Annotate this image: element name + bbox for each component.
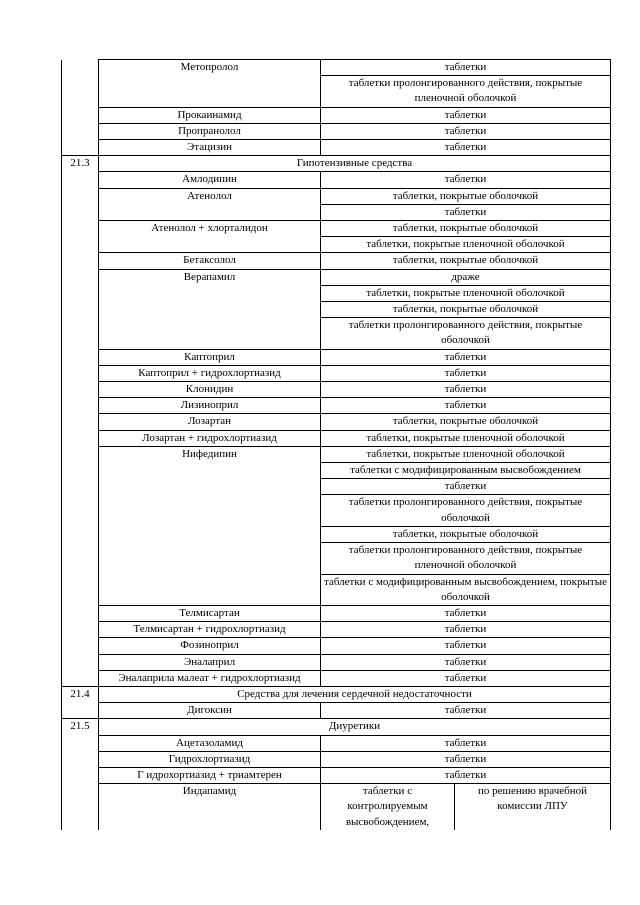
number-cell: [62, 365, 99, 381]
dosage-form: таблетки пролонгированного действия, покрытые пленочной оболочкой: [321, 76, 611, 107]
drug-name: Лозартан: [99, 414, 321, 430]
drug-name: Г идрохортиазид + триамтерен: [99, 767, 321, 783]
drug-name: Этацизин: [99, 140, 321, 156]
number-cell: [62, 446, 99, 605]
drug-name: Бетаксолол: [99, 253, 321, 269]
drug-name: Телмисартан: [99, 605, 321, 621]
number-cell: [62, 107, 99, 123]
table-row: [62, 60, 611, 76]
number-cell: [62, 622, 99, 638]
dosage-form: таблетки с контролируемым высвобождением,: [321, 784, 455, 830]
dosage-form: таблетки: [321, 767, 611, 783]
dosage-form: таблетки: [321, 735, 611, 751]
drug-name: Гидрохлортиазид: [99, 751, 321, 767]
dosage-form: таблетки, покрытые пленочной оболочкой: [321, 430, 611, 446]
condition-note: по решению врачебной комиссии ЛПУ: [455, 784, 611, 830]
dosage-form: таблетки, покрытые оболочкой: [321, 188, 611, 204]
number-cell: [62, 767, 99, 783]
dosage-form: таблетки, покрытые оболочкой: [321, 253, 611, 269]
table-row: [62, 654, 611, 670]
dosage-form: таблетки: [321, 60, 611, 76]
drug-name: Индапамид: [99, 784, 321, 830]
number-cell: [62, 784, 99, 830]
table-row: [62, 172, 611, 188]
dosage-form: таблетки с модифицированным высвобождением: [321, 463, 611, 479]
dosage-form: таблетки: [321, 605, 611, 621]
dosage-form: таблетки: [321, 349, 611, 365]
number-cell: [62, 398, 99, 414]
section-row: [62, 719, 611, 735]
table-row: [62, 446, 611, 462]
number-cell: [62, 605, 99, 621]
dosage-form: таблетки: [321, 398, 611, 414]
drug-name: Амлодипин: [99, 172, 321, 188]
dosage-form: таблетки, покрытые оболочкой: [321, 526, 611, 542]
dosage-form: таблетки, покрытые пленочной оболочкой: [321, 237, 611, 253]
table-row: [62, 221, 611, 237]
section-number: 21.4: [62, 686, 99, 702]
table-row: [62, 638, 611, 654]
number-cell: [62, 735, 99, 751]
section-number: 21.3: [62, 156, 99, 172]
dosage-form: таблетки, покрытые пленочной оболочкой: [321, 285, 611, 301]
number-cell: [62, 60, 99, 108]
drug-name: Телмисартан + гидрохлортиазид: [99, 622, 321, 638]
number-cell: [62, 172, 99, 188]
number-cell: [62, 349, 99, 365]
number-cell: [62, 751, 99, 767]
section-title: Гипотензивные средства: [99, 156, 611, 172]
dosage-form: таблетки с модифицированным высвобождением, покрытые оболочкой: [321, 574, 611, 605]
table-row: [62, 398, 611, 414]
table-row: [62, 269, 611, 285]
drug-name: Атенолол: [99, 188, 321, 220]
drug-name: Верапамил: [99, 269, 321, 349]
dosage-form: таблетки: [321, 638, 611, 654]
table-row: [62, 349, 611, 365]
dosage-form: таблетки: [321, 382, 611, 398]
table-row: [62, 365, 611, 381]
medication-table: [61, 59, 611, 830]
drug-name: Пропранолол: [99, 123, 321, 139]
dosage-form: таблетки: [321, 107, 611, 123]
dosage-form: таблетки пролонгированного действия, покрытые пленочной оболочкой: [321, 543, 611, 574]
drug-name: Дигоксин: [99, 703, 321, 719]
number-cell: [62, 654, 99, 670]
section-title: Средства для лечения сердечной недостаточности: [99, 686, 611, 702]
table-row: [62, 414, 611, 430]
number-cell: [62, 253, 99, 269]
table-row: [62, 670, 611, 686]
dosage-form: таблетки, покрытые оболочкой: [321, 221, 611, 237]
table-row: [62, 784, 611, 830]
number-cell: [62, 638, 99, 654]
number-cell: [62, 382, 99, 398]
table-row: [62, 622, 611, 638]
table-row: [62, 123, 611, 139]
section-row: [62, 156, 611, 172]
dosage-form: таблетки: [321, 622, 611, 638]
number-cell: [62, 703, 99, 719]
drug-name: Нифедипин: [99, 446, 321, 605]
dosage-form: драже: [321, 269, 611, 285]
table-row: [62, 107, 611, 123]
table-row: [62, 188, 611, 204]
section-row: [62, 686, 611, 702]
drug-name: Атенолол + хлорталидон: [99, 221, 321, 253]
dosage-form: таблетки пролонгированного действия, покрытые оболочкой: [321, 495, 611, 526]
table-row: [62, 735, 611, 751]
dosage-form: таблетки: [321, 204, 611, 220]
number-cell: [62, 140, 99, 156]
table-row: [62, 605, 611, 621]
drug-name: Ацетазоламид: [99, 735, 321, 751]
dosage-form: таблетки: [321, 365, 611, 381]
table-row: [62, 767, 611, 783]
table-row: [62, 253, 611, 269]
dosage-form: таблетки: [321, 172, 611, 188]
section-number: 21.5: [62, 719, 99, 735]
dosage-form: таблетки: [321, 479, 611, 495]
table-row: [62, 430, 611, 446]
drug-name: Эналаприла малеат + гидрохлортиазид: [99, 670, 321, 686]
drug-name: Эналаприл: [99, 654, 321, 670]
table-row: [62, 382, 611, 398]
number-cell: [62, 188, 99, 220]
dosage-form: таблетки: [321, 670, 611, 686]
number-cell: [62, 123, 99, 139]
dosage-form: таблетки, покрытые оболочкой: [321, 414, 611, 430]
drug-name: Лизиноприл: [99, 398, 321, 414]
dosage-form: таблетки: [321, 751, 611, 767]
number-cell: [62, 221, 99, 253]
dosage-form: таблетки, покрытые пленочной оболочкой: [321, 446, 611, 462]
drug-name: Каптоприл + гидрохлортиазид: [99, 365, 321, 381]
drug-name: Каптоприл: [99, 349, 321, 365]
number-cell: [62, 670, 99, 686]
drug-name: Лозартан + гидрохлортиазид: [99, 430, 321, 446]
drug-name: Метопролол: [99, 60, 321, 108]
dosage-form: таблетки: [321, 123, 611, 139]
dosage-form: таблетки, покрытые оболочкой: [321, 302, 611, 318]
dosage-form: таблетки: [321, 140, 611, 156]
dosage-form: таблетки пролонгированного действия, покрытые оболочкой: [321, 318, 611, 349]
number-cell: [62, 269, 99, 349]
number-cell: [62, 414, 99, 430]
drug-name: Клонидин: [99, 382, 321, 398]
table-row: [62, 751, 611, 767]
dosage-form: таблетки: [321, 654, 611, 670]
number-cell: [62, 430, 99, 446]
table-row: [62, 140, 611, 156]
drug-name: Фозиноприл: [99, 638, 321, 654]
section-title: Диуретики: [99, 719, 611, 735]
table-body: [62, 60, 611, 830]
dosage-form: таблетки: [321, 703, 611, 719]
table-row: [62, 703, 611, 719]
drug-name: Прокаинамид: [99, 107, 321, 123]
